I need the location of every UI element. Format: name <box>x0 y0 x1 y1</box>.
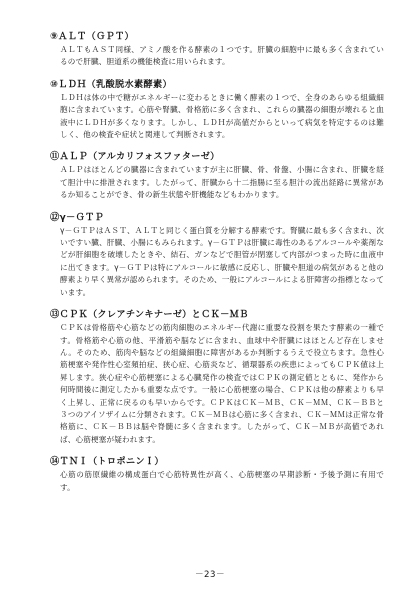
section-tni <box>50 455 384 494</box>
section-alt <box>50 30 384 69</box>
section-heading: ⑭ＴＮＩ（トロポニンＩ） <box>50 456 164 468</box>
section-body: ＡＬＰはほとんどの臓器に含まれていますが主に肝臓、骨、骨盤、小腸に含まれ、肝臓を経て胆汁中に排泄されます。したがって、肝臓から十二指腸に至る胆汁の流出経路に異常があるか知ることができ、骨の新生状態や肝機能などもわかります。 <box>60 165 384 200</box>
section-body: γ－ＧＴＰはＡＳＴ、ＡＬＴと同じく蛋白質を分解する酵素です。腎臓に最も多く含まれ、次いですい臓、肝臓、小腸にもみられます。γ－ＧＴＰは肝臓に毒性のあるアルコールや薬剤などが肝細胞を破壊したときや、結石、ガンなどで胆管が閉塞して内部がつまった時に血液中に出てきます。γ－ＧＴＰは特にアルコールに敏感に反応し、肝臓や胆道の病気があると他の酵素より早く異常が認められます。そのため、一般にアルコールによる肝障害の指標となっています。 <box>60 225 384 297</box>
section-heading: ⑩ＬＤＨ（乳酸脱水素酵素） <box>50 78 172 90</box>
section-heading: ⑨ＡＬＴ（ＧＰＴ） <box>50 31 134 42</box>
section-alp <box>50 150 384 201</box>
section-heading: ⑬ＣＰＫ（クレアチンキナーゼ）とＣＫ－ＭＢ <box>50 309 249 321</box>
section-body: ＬＤＨは体の中で糖がエネルギーに変わるときに働く酵素の１つで、全身のあらゆる組織細胞に含まれています。心筋や腎臓、骨格筋に多く含まれ、これらの臓器の細胞が壊れると血液中にＬＤＨが多くなります。しかし、ＬＤＨが高値だからといって病気を特定するのは難しく、他の検査や症状と関連して判断されます。 <box>60 92 384 140</box>
section-gamma-gtp <box>50 211 384 299</box>
section-body: ＣＰＫは骨格筋や心筋などの筋肉細胞のエネルギー代謝に重要な役割を果たす酵素の一種です。骨格筋や心筋の他、平滑筋や脳などに含まれ、血球中や肝臓にはほとんど存在しません。そのため、筋肉や脳などの組織細胞に障害があるか判断するうえで役立ちます。急性心筋梗塞や発作性心室頻拍症、狭心症、心筋炎など、循環器系の疾患によってもＣＰＫ値は上昇します。狭心症や心筋梗塞による心臓発作の検査ではＣＰＫの測定値とともに、発作から何時間後に測定したかも重要な点です。一般に心筋梗塞の場合、ＣＰＫは他の酵素よりも早く上昇し、正常に戻るのも早いからです。ＣＰＫはＣＫ－ＭＢ、ＣＫ－ＭＭ、ＣＫ－ＢＢと３つのアイソザイムに分類されます。ＣＫ－ＭＢは心筋に多く含まれ、ＣＫ－ＭＭは正常な骨格筋に、ＣＫ－ＢＢは脳や脊髄に多く含まれます。したがって、ＣＫ－ＭＢが高値であれば、心筋梗塞が疑われます。 <box>60 323 384 444</box>
page-number: －23－ <box>194 570 226 580</box>
section-body: 心筋の筋原繊維の構成蛋白で心筋特異性が高く、心筋梗塞の早期診断・予後予測に有用です。 <box>60 470 384 492</box>
section-heading: ⑫γ－ＧＴＰ <box>50 211 104 223</box>
section-cpk <box>50 308 384 446</box>
section-ldh <box>50 78 384 142</box>
section-heading: ⑪ＡＬＰ（アルカリフォスファターゼ） <box>50 151 220 163</box>
section-body: ＡＬＴもＡＳＴ同様、アミノ酸を作る酵素の１つです。肝臓の細胞中に最も多く含まれているので肝臓、胆道系の機能検査に用いられます。 <box>60 45 384 67</box>
